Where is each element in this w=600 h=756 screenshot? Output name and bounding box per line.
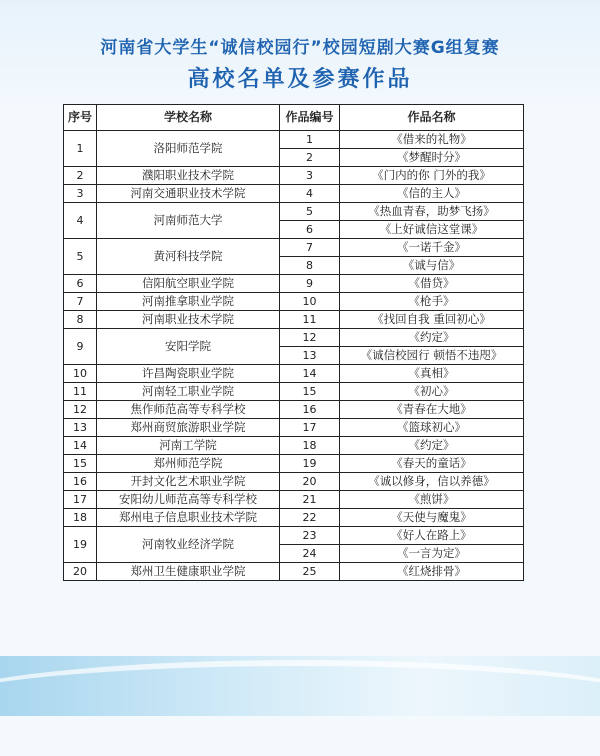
work-title: 《煎饼》: [340, 491, 524, 509]
row-number: 5: [64, 239, 97, 275]
row-number: 19: [64, 527, 97, 563]
table-row: [64, 167, 524, 185]
work-code: 6: [280, 221, 340, 239]
table-row: [64, 491, 524, 509]
work-title: 《天使与魔鬼》: [340, 509, 524, 527]
header-school: 学校名称: [97, 105, 280, 131]
header-no: 序号: [64, 105, 97, 131]
table-row: [64, 311, 524, 329]
school-name: 洛阳师范学院: [97, 131, 280, 167]
work-title: 《好人在路上》: [340, 527, 524, 545]
row-number: 7: [64, 293, 97, 311]
table-row: [64, 239, 524, 257]
school-name: 河南交通职业技术学院: [97, 185, 280, 203]
page-title: 河南省大学生“诚信校园行”校园短剧大赛G组复赛: [100, 38, 500, 58]
row-number: 3: [64, 185, 97, 203]
school-name: 郑州商贸旅游职业学院: [97, 419, 280, 437]
school-name: 河南职业技术学院: [97, 311, 280, 329]
row-number: 9: [64, 329, 97, 365]
row-number: 20: [64, 563, 97, 581]
school-name: 焦作师范高等专科学校: [97, 401, 280, 419]
row-number: 4: [64, 203, 97, 239]
work-code: 11: [280, 311, 340, 329]
work-title: 《一言为定》: [340, 545, 524, 563]
table-row: [64, 401, 524, 419]
table-row: [64, 329, 524, 347]
work-code: 15: [280, 383, 340, 401]
work-code: 16: [280, 401, 340, 419]
school-name: 河南师范大学: [97, 203, 280, 239]
work-code: 25: [280, 563, 340, 581]
work-code: 7: [280, 239, 340, 257]
work-code: 1: [280, 131, 340, 149]
row-number: 15: [64, 455, 97, 473]
table-row: [64, 293, 524, 311]
row-number: 12: [64, 401, 97, 419]
work-code: 22: [280, 509, 340, 527]
work-code: 20: [280, 473, 340, 491]
work-code: 18: [280, 437, 340, 455]
work-title: 《上好诚信这堂课》: [340, 221, 524, 239]
table-row: [64, 509, 524, 527]
header-title: 作品名称: [340, 105, 524, 131]
table-row: [64, 365, 524, 383]
row-number: 18: [64, 509, 97, 527]
work-title: 《诚以修身，信以养德》: [340, 473, 524, 491]
school-name: 安阳幼儿师范高等专科学校: [97, 491, 280, 509]
school-name: 河南推拿职业学院: [97, 293, 280, 311]
work-title: 《初心》: [340, 383, 524, 401]
row-number: 6: [64, 275, 97, 293]
work-code: 2: [280, 149, 340, 167]
work-title: 《诚与信》: [340, 257, 524, 275]
table-body: [64, 131, 524, 581]
work-title: 《约定》: [340, 437, 524, 455]
work-title: 《门内的你 门外的我》: [340, 167, 524, 185]
work-code: 17: [280, 419, 340, 437]
school-name: 濮阳职业技术学院: [97, 167, 280, 185]
header-code: 作品编号: [280, 105, 340, 131]
work-code: 9: [280, 275, 340, 293]
work-title: 《借来的礼物》: [340, 131, 524, 149]
row-number: 13: [64, 419, 97, 437]
row-number: 2: [64, 167, 97, 185]
row-number: 17: [64, 491, 97, 509]
work-title: 《诚信校园行 顿悟不违咫》: [340, 347, 524, 365]
work-title: 《真相》: [340, 365, 524, 383]
row-number: 8: [64, 311, 97, 329]
work-title: 《热血青春，助梦飞扬》: [340, 203, 524, 221]
row-number: 10: [64, 365, 97, 383]
work-code: 3: [280, 167, 340, 185]
school-name: 许昌陶瓷职业学院: [97, 365, 280, 383]
work-title: 《枪手》: [340, 293, 524, 311]
work-title: 《篮球初心》: [340, 419, 524, 437]
work-code: 24: [280, 545, 340, 563]
table-row: [64, 455, 524, 473]
school-list-table: [63, 104, 524, 581]
work-code: 19: [280, 455, 340, 473]
work-code: 21: [280, 491, 340, 509]
work-code: 14: [280, 365, 340, 383]
school-name: 河南工学院: [97, 437, 280, 455]
school-name: 河南牧业经济学院: [97, 527, 280, 563]
work-code: 8: [280, 257, 340, 275]
row-number: 1: [64, 131, 97, 167]
school-name: 河南轻工职业学院: [97, 383, 280, 401]
school-name: 黄河科技学院: [97, 239, 280, 275]
work-code: 23: [280, 527, 340, 545]
school-name: 郑州师范学院: [97, 455, 280, 473]
table-row: [64, 437, 524, 455]
page-subtitle: 高校名单及参赛作品: [187, 67, 413, 92]
table-row: [64, 527, 524, 545]
school-name: 开封文化艺术职业学院: [97, 473, 280, 491]
row-number: 16: [64, 473, 97, 491]
school-name: 信阳航空职业学院: [97, 275, 280, 293]
work-title: 《借贷》: [340, 275, 524, 293]
work-title: 《春天的童话》: [340, 455, 524, 473]
table-row: [64, 131, 524, 149]
table-row: [64, 383, 524, 401]
table-row: [64, 185, 524, 203]
work-title: 《青春在大地》: [340, 401, 524, 419]
table-row: [64, 419, 524, 437]
work-title: 《找回自我 重回初心》: [340, 311, 524, 329]
work-code: 12: [280, 329, 340, 347]
work-title: 《一诺千金》: [340, 239, 524, 257]
work-title: 《约定》: [340, 329, 524, 347]
work-title: 《梦醒时分》: [340, 149, 524, 167]
work-code: 13: [280, 347, 340, 365]
table-row: [64, 473, 524, 491]
work-title: 《红烧排骨》: [340, 563, 524, 581]
footer-arc-decoration: [0, 660, 600, 756]
work-code: 5: [280, 203, 340, 221]
school-name: 郑州卫生健康职业学院: [97, 563, 280, 581]
row-number: 14: [64, 437, 97, 455]
school-name: 安阳学院: [97, 329, 280, 365]
table-header-row: [64, 105, 524, 131]
row-number: 11: [64, 383, 97, 401]
work-code: 4: [280, 185, 340, 203]
work-title: 《信的主人》: [340, 185, 524, 203]
table-row: [64, 563, 524, 581]
school-name: 郑州电子信息职业技术学院: [97, 509, 280, 527]
work-code: 10: [280, 293, 340, 311]
table-row: [64, 275, 524, 293]
table-row: [64, 203, 524, 221]
